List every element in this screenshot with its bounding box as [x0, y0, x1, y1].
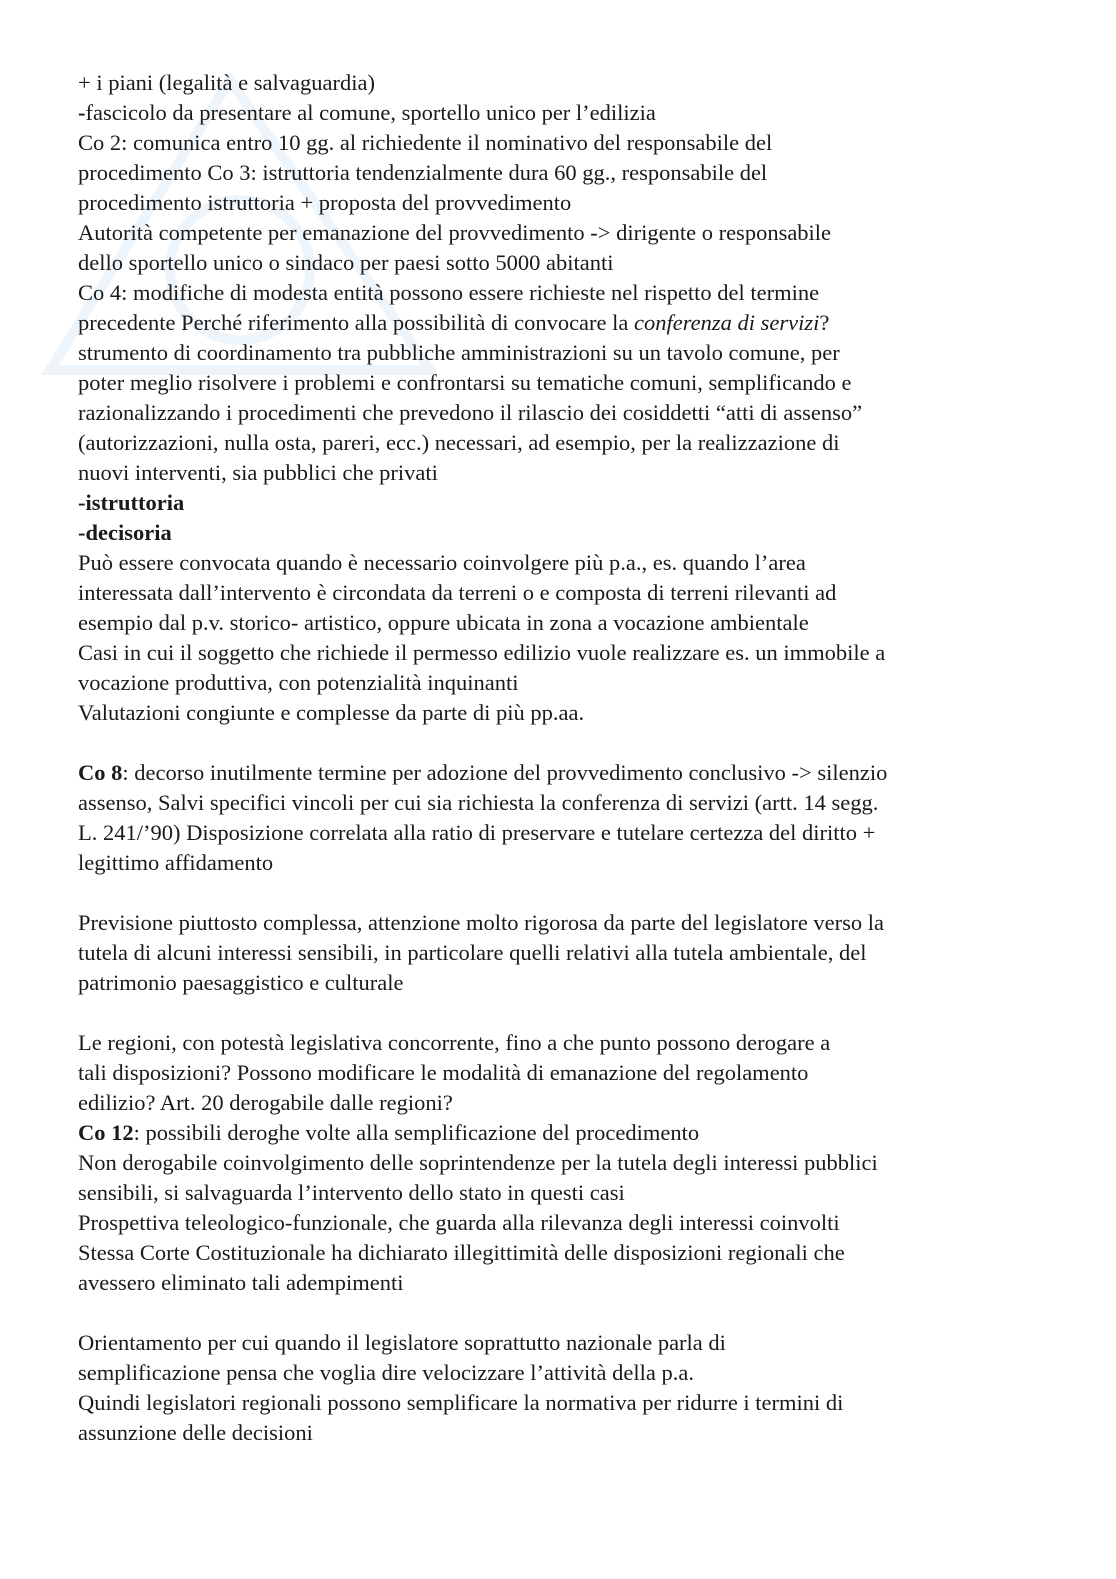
text-line: Autorità competente per emanazione del provvedimento -> dirigente o responsabile	[78, 220, 832, 245]
text-span: : possibili deroghe volte alla semplificazione del procedimento	[133, 1120, 700, 1145]
text-line: Casi in cui il soggetto che richiede il permesso edilizio vuole realizzare es. un immobile a	[78, 640, 886, 665]
text-line	[78, 98, 656, 128]
text-span: : decorso inutilmente termine per adozione del provvedimento conclusivo -> silenzio	[122, 760, 888, 785]
text-line: strumento di coordinamento tra pubbliche amministrazioni su un tavolo comune, per	[78, 340, 840, 365]
text-line	[78, 308, 829, 338]
text-span: fascicolo da presentare al comune, sportello unico per l’edilizia	[85, 100, 656, 125]
text-line	[78, 128, 960, 158]
list-item-istruttoria: -istruttoria	[78, 490, 185, 515]
text-line: edilizio? Art. 20 derogabile dalle regioni?	[78, 1090, 453, 1115]
text-line: Prospettiva teleologico-funzionale, che guarda alla rilevanza degli interessi coinvolti	[78, 1210, 840, 1235]
text-line: tali disposizioni? Possono modificare le modalità di emanazione del regolamento	[78, 1060, 809, 1085]
text-line: Non derogabile coinvolgimento delle soprintendenze per la tutela degli interessi pubblici	[78, 1150, 878, 1175]
text-line: assunzione delle decisioni	[78, 1420, 313, 1445]
text-line: Co 4: modifiche di modesta entità possono essere richieste nel rispetto del termine	[78, 280, 820, 305]
text-line: legittimo affidamento	[78, 850, 274, 875]
text-line: Può essere convocata quando è necessario coinvolgere più p.a., es. quando l’area	[78, 550, 806, 575]
text-line: Quindi legislatori regionali possono semplificare la normativa per ridurre i termini di	[78, 1390, 844, 1415]
text-line: assenso, Salvi specifici vincoli per cui sia richiesta la conferenza di servizi (artt. 14 segg.	[78, 790, 879, 815]
bold-label: Co 8	[78, 760, 123, 785]
text-line: L. 241/’90) Disposizione correlata alla ratio di preservare e tutelare certezza del diritto +	[78, 820, 876, 845]
text-line: nuovi interventi, sia pubblici che privati	[78, 460, 438, 485]
text-line: Le regioni, con potestà legislativa concorrente, fino a che punto possono derogare a	[78, 1030, 831, 1055]
list-item-decisoria: -decisoria	[78, 520, 172, 545]
text-line: procedimento Co 3: istruttoria tendenzialmente dura 60 gg., responsabile del	[78, 160, 768, 185]
italic-term: conferenza di servizi	[634, 310, 820, 335]
text-line	[78, 1118, 699, 1148]
bold-label: Co 12	[78, 1120, 134, 1145]
text-line: poter meglio risolvere i problemi e confrontarsi su tematiche comuni, semplificando e	[78, 370, 852, 395]
text-line: procedimento istruttoria + proposta del provvedimento	[78, 190, 572, 215]
text-line: avessero eliminato tali adempimenti	[78, 1270, 404, 1295]
text-line: Previsione piuttosto complessa, attenzione molto rigorosa da parte del legislatore verso la	[78, 910, 885, 935]
text-line: (autorizzazioni, nulla osta, pareri, ecc.) necessari, ad esempio, per la realizzazione di	[78, 430, 840, 455]
text-line: sensibili, si salvaguarda l’intervento dello stato in questi casi	[78, 1180, 625, 1205]
text-line: dello sportello unico o sindaco per paesi sotto 5000 abitanti	[78, 250, 614, 275]
text-line: semplificazione pensa che voglia dire velocizzare l’attività della p.a.	[78, 1360, 694, 1385]
text-line: tutela di alcuni interessi sensibili, in particolare quelli relativi alla tutela ambientale, del	[78, 940, 867, 965]
text-span: Co 2: comunica entro 10 gg. al richiedente il nominativo del responsabile del	[78, 130, 773, 155]
text-line: patrimonio paesaggistico e culturale	[78, 970, 404, 995]
text-line: interessata dall’intervento è circondata da terreni o e composta di terreni rilevanti ad	[78, 580, 837, 605]
dash-marker: -	[78, 100, 86, 125]
text-line: esempio dal p.v. storico- artistico, oppure ubicata in zona a vocazione ambientale	[78, 610, 809, 635]
text-line	[78, 758, 887, 788]
text-line: vocazione produttiva, con potenzialità inquinanti	[78, 670, 519, 695]
text-line: Orientamento per cui quando il legislatore soprattutto nazionale parla di	[78, 1330, 726, 1355]
text-span: precedente Perché riferimento alla possibilità di convocare la	[78, 310, 635, 335]
text-line: razionalizzando i procedimenti che prevedono il rilascio dei cosiddetti “atti di assenso”	[78, 400, 863, 425]
text-span: ?	[819, 310, 830, 335]
text-line: Valutazioni congiunte e complesse da parte di più pp.aa.	[78, 700, 585, 725]
text-line: Stessa Corte Costituzionale ha dichiarato illegittimità delle disposizioni regionali che	[78, 1240, 845, 1265]
text-line: + i piani (legalità e salvaguardia)	[78, 70, 375, 95]
